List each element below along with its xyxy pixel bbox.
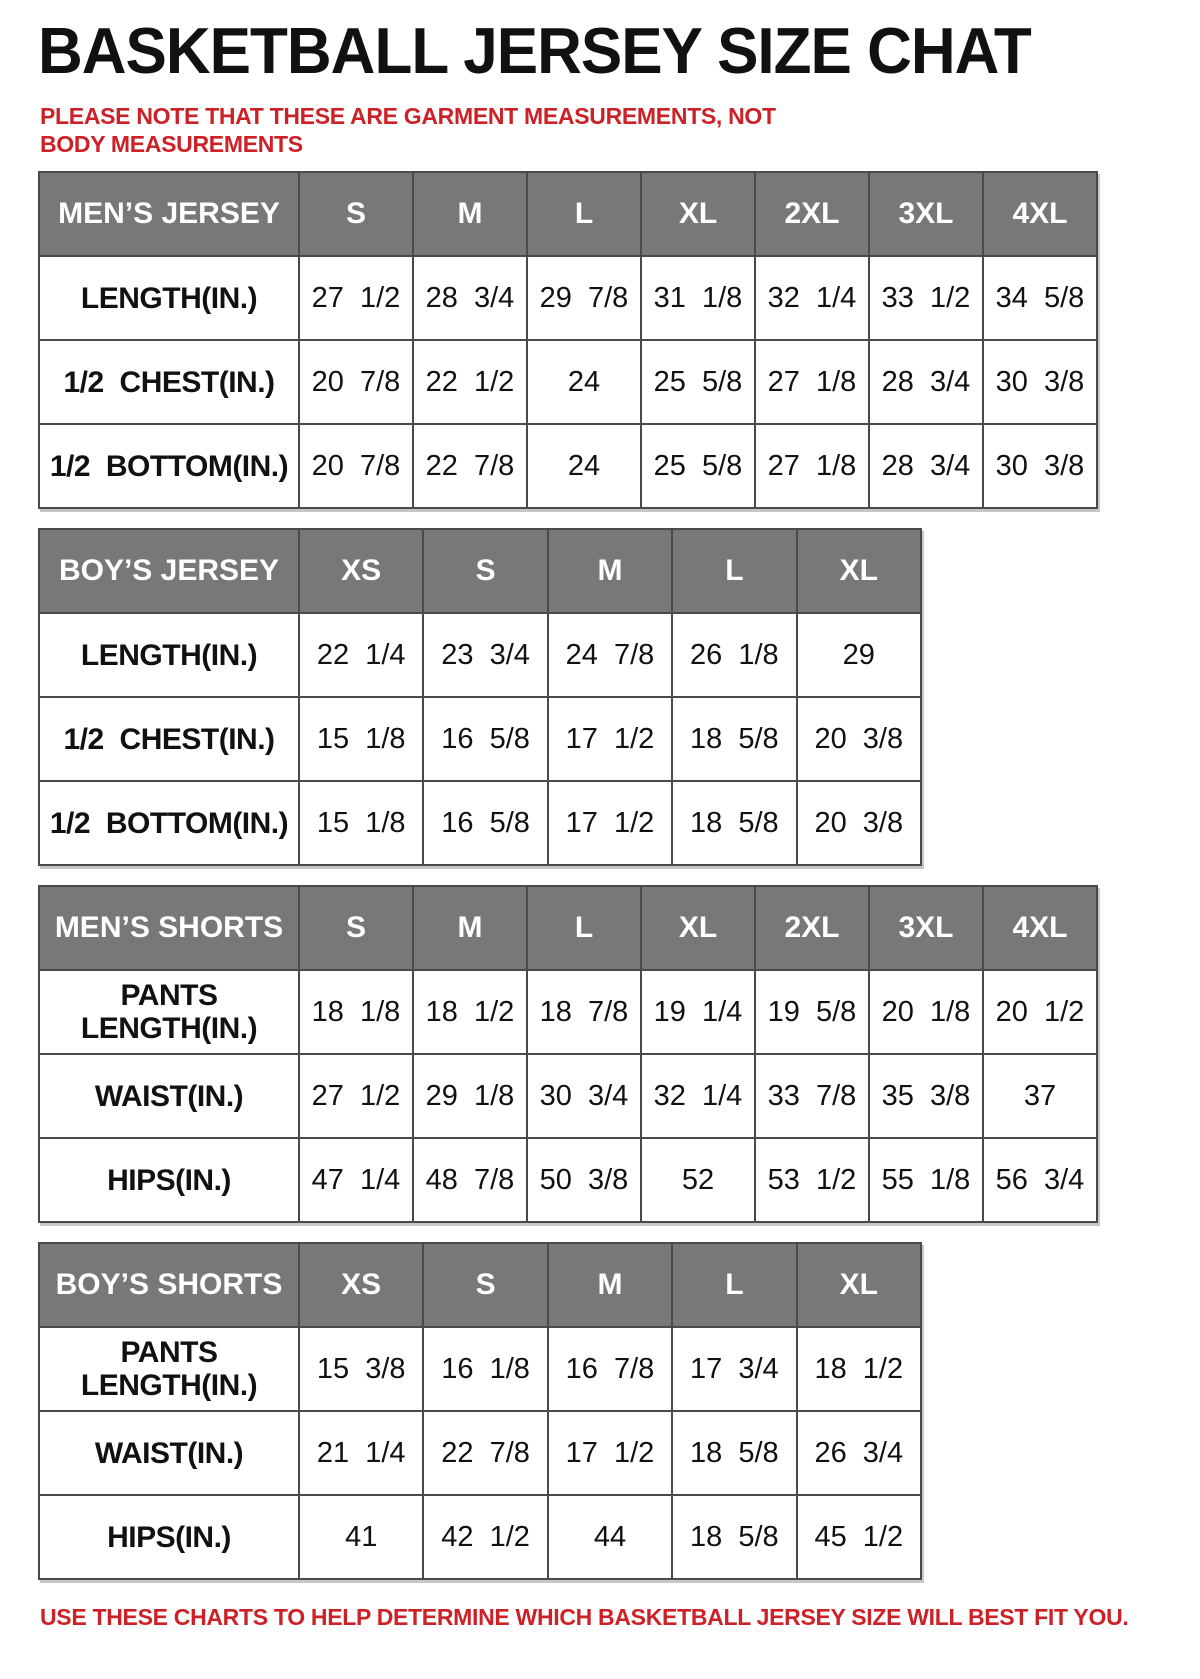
mens-shorts-table (38, 885, 1098, 1223)
boys-jersey-table (38, 528, 922, 866)
measurement-value-cell: 33 1/2 (869, 256, 983, 340)
measurement-label-cell: 1/2 BOTTOM(IN.) (39, 781, 299, 865)
measurement-value-cell: 37 (983, 1054, 1097, 1138)
size-header-cell: XL (641, 886, 755, 970)
measurement-value-cell: 24 (527, 424, 641, 508)
measurement-value-cell: 24 (527, 340, 641, 424)
measurement-value-cell: 31 1/8 (641, 256, 755, 340)
size-header-cell: XL (641, 172, 755, 256)
size-header-cell: M (548, 1243, 672, 1327)
measurement-value-cell: 22 1/2 (413, 340, 527, 424)
measurement-value-cell: 52 (641, 1138, 755, 1222)
measurement-value-cell: 30 3/8 (983, 424, 1097, 508)
mens-jersey-header-row (39, 172, 1097, 256)
measurement-label-cell: LENGTH(IN.) (39, 613, 299, 697)
boys-shorts-header-row (39, 1243, 921, 1327)
measurement-label-cell: PANTS LENGTH(IN.) (39, 970, 299, 1054)
measurement-value-cell: 18 1/2 (797, 1327, 921, 1411)
measurement-value-cell: 16 5/8 (423, 781, 547, 865)
measurement-value-cell: 20 3/8 (797, 697, 921, 781)
size-header-cell: S (423, 1243, 547, 1327)
measurement-value-cell: 18 1/8 (299, 970, 413, 1054)
boys-jersey-header-row (39, 529, 921, 613)
measurement-value-cell: 45 1/2 (797, 1495, 921, 1579)
table-row (39, 613, 921, 697)
size-header-cell: L (672, 529, 796, 613)
table-row (39, 1054, 1097, 1138)
mens-shorts-header-row (39, 886, 1097, 970)
measurement-label-cell: WAIST(IN.) (39, 1054, 299, 1138)
size-header-cell: M (413, 172, 527, 256)
measurement-value-cell: 15 3/8 (299, 1327, 423, 1411)
size-header-cell: XS (299, 529, 423, 613)
measurement-value-cell: 18 5/8 (672, 1495, 796, 1579)
size-header-cell: M (413, 886, 527, 970)
table-row (39, 697, 921, 781)
size-header-cell: 2XL (755, 886, 869, 970)
table-row (39, 970, 1097, 1054)
table-row (39, 1411, 921, 1495)
footer-note: USE THESE CHARTS TO HELP DETERMINE WHICH BASKETBALL JERSEY SIZE WILL BEST FIT YOU. (40, 1604, 1129, 1631)
measurement-value-cell: 20 1/8 (869, 970, 983, 1054)
measurement-value-cell: 15 1/8 (299, 781, 423, 865)
measurement-value-cell: 27 1/8 (755, 424, 869, 508)
measurement-value-cell: 29 7/8 (527, 256, 641, 340)
size-header-cell: L (672, 1243, 796, 1327)
measurement-label-cell: HIPS(IN.) (39, 1495, 299, 1579)
measurement-label-cell: 1/2 CHEST(IN.) (39, 697, 299, 781)
measurement-value-cell: 29 (797, 613, 921, 697)
measurement-value-cell: 28 3/4 (869, 340, 983, 424)
measurement-value-cell: 32 1/4 (641, 1054, 755, 1138)
measurement-value-cell: 35 3/8 (869, 1054, 983, 1138)
size-header-cell: M (548, 529, 672, 613)
measurement-value-cell: 18 5/8 (672, 1411, 796, 1495)
table-row (39, 256, 1097, 340)
size-header-cell: S (423, 529, 547, 613)
measurement-value-cell: 17 1/2 (548, 1411, 672, 1495)
measurement-value-cell: 47 1/4 (299, 1138, 413, 1222)
measurement-value-cell: 55 1/8 (869, 1138, 983, 1222)
measurement-value-cell: 26 1/8 (672, 613, 796, 697)
measurement-value-cell: 16 1/8 (423, 1327, 547, 1411)
size-header-cell: S (299, 172, 413, 256)
measurement-value-cell: 30 3/4 (527, 1054, 641, 1138)
measurement-value-cell: 18 5/8 (672, 781, 796, 865)
measurement-value-cell: 16 7/8 (548, 1327, 672, 1411)
garment-measurements-note: PLEASE NOTE THAT THESE ARE GARMENT MEASUREMENTS, NOT BODY MEASUREMENTS (40, 103, 776, 158)
measurement-value-cell: 33 7/8 (755, 1054, 869, 1138)
table-row (39, 1138, 1097, 1222)
measurement-value-cell: 18 1/2 (413, 970, 527, 1054)
boys-jersey-title-cell: BOY’S JERSEY (39, 529, 299, 613)
mens-jersey-title-cell: MEN’S JERSEY (39, 172, 299, 256)
measurement-label-cell: 1/2 BOTTOM(IN.) (39, 424, 299, 508)
measurement-value-cell: 53 1/2 (755, 1138, 869, 1222)
measurement-value-cell: 26 3/4 (797, 1411, 921, 1495)
measurement-value-cell: 19 1/4 (641, 970, 755, 1054)
measurement-label-cell: HIPS(IN.) (39, 1138, 299, 1222)
measurement-label-cell: WAIST(IN.) (39, 1411, 299, 1495)
measurement-label-cell: 1/2 CHEST(IN.) (39, 340, 299, 424)
measurement-value-cell: 32 1/4 (755, 256, 869, 340)
measurement-label-cell: LENGTH(IN.) (39, 256, 299, 340)
table-row (39, 1327, 921, 1411)
measurement-value-cell: 41 (299, 1495, 423, 1579)
measurement-value-cell: 34 5/8 (983, 256, 1097, 340)
boys-shorts-table (38, 1242, 922, 1580)
size-header-cell: L (527, 886, 641, 970)
size-header-cell: 3XL (869, 886, 983, 970)
measurement-value-cell: 20 7/8 (299, 340, 413, 424)
boys-shorts-title-cell: BOY’S SHORTS (39, 1243, 299, 1327)
measurement-value-cell: 21 1/4 (299, 1411, 423, 1495)
measurement-value-cell: 16 5/8 (423, 697, 547, 781)
size-header-cell: 4XL (983, 172, 1097, 256)
measurement-value-cell: 25 5/8 (641, 340, 755, 424)
measurement-value-cell: 17 1/2 (548, 781, 672, 865)
measurement-value-cell: 48 7/8 (413, 1138, 527, 1222)
measurement-value-cell: 18 7/8 (527, 970, 641, 1054)
measurement-value-cell: 30 3/8 (983, 340, 1097, 424)
measurement-value-cell: 56 3/4 (983, 1138, 1097, 1222)
table-row (39, 424, 1097, 508)
measurement-value-cell: 44 (548, 1495, 672, 1579)
measurement-value-cell: 20 1/2 (983, 970, 1097, 1054)
size-header-cell: 3XL (869, 172, 983, 256)
measurement-value-cell: 50 3/8 (527, 1138, 641, 1222)
measurement-label-cell: PANTS LENGTH(IN.) (39, 1327, 299, 1411)
size-header-cell: 2XL (755, 172, 869, 256)
measurement-value-cell: 28 3/4 (413, 256, 527, 340)
size-header-cell: S (299, 886, 413, 970)
measurement-value-cell: 22 7/8 (413, 424, 527, 508)
measurement-value-cell: 27 1/2 (299, 256, 413, 340)
measurement-value-cell: 23 3/4 (423, 613, 547, 697)
measurement-value-cell: 20 7/8 (299, 424, 413, 508)
measurement-value-cell: 18 5/8 (672, 697, 796, 781)
measurement-value-cell: 17 3/4 (672, 1327, 796, 1411)
measurement-value-cell: 28 3/4 (869, 424, 983, 508)
mens-shorts-title-cell: MEN’S SHORTS (39, 886, 299, 970)
size-header-cell: XS (299, 1243, 423, 1327)
measurement-value-cell: 27 1/8 (755, 340, 869, 424)
measurement-value-cell: 42 1/2 (423, 1495, 547, 1579)
table-row (39, 781, 921, 865)
measurement-value-cell: 25 5/8 (641, 424, 755, 508)
measurement-value-cell: 20 3/8 (797, 781, 921, 865)
page-title: BASKETBALL JERSEY SIZE CHAT (38, 15, 1031, 88)
table-row (39, 1495, 921, 1579)
measurement-value-cell: 22 1/4 (299, 613, 423, 697)
measurement-value-cell: 27 1/2 (299, 1054, 413, 1138)
measurement-value-cell: 29 1/8 (413, 1054, 527, 1138)
table-row (39, 340, 1097, 424)
measurement-value-cell: 17 1/2 (548, 697, 672, 781)
measurement-value-cell: 24 7/8 (548, 613, 672, 697)
size-header-cell: XL (797, 529, 921, 613)
size-header-cell: 4XL (983, 886, 1097, 970)
mens-jersey-table (38, 171, 1098, 509)
measurement-value-cell: 22 7/8 (423, 1411, 547, 1495)
size-header-cell: XL (797, 1243, 921, 1327)
measurement-value-cell: 15 1/8 (299, 697, 423, 781)
size-tables-container (38, 171, 1160, 1580)
measurement-value-cell: 19 5/8 (755, 970, 869, 1054)
size-header-cell: L (527, 172, 641, 256)
